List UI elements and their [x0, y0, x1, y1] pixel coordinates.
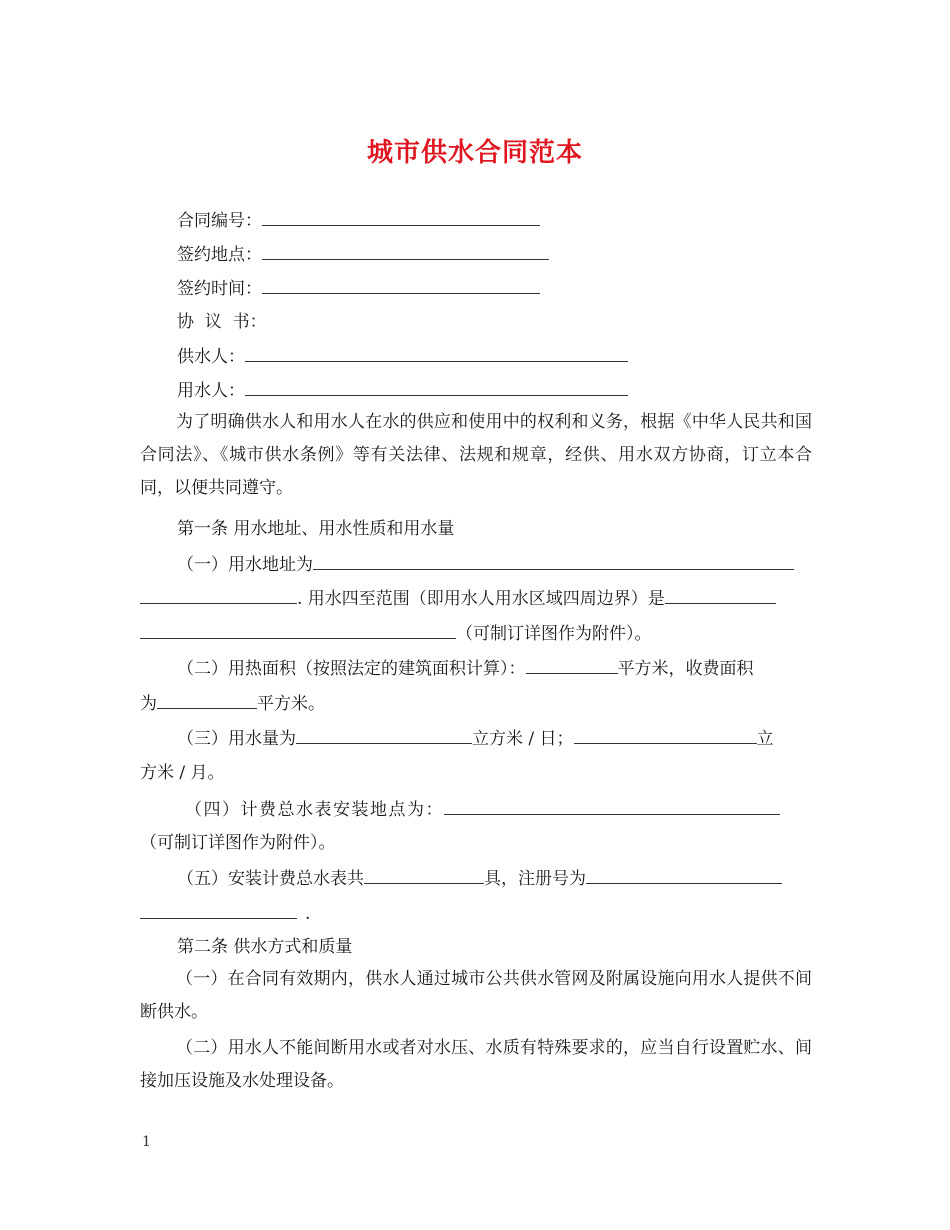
- heating-area-label: （二）用热面积（按照法定的建筑面积计算）：: [177, 659, 526, 679]
- article1-heading: 第一条 用水地址、用水性质和用水量: [177, 519, 455, 539]
- user-field: [177, 379, 628, 402]
- heating-area-blank: [526, 657, 618, 674]
- article1-item2-line1: [177, 657, 754, 680]
- daily-volume-blank: [296, 727, 472, 744]
- intro-paragraph: 为了明确供水人和用水人在水的供应和使用中的权利和义务，根据《中华人民共和国合同法》、《城市供水条例》等有关法律、法规和规章，经供、用水双方协商，订立本合同，以便共同遵守。: [140, 412, 812, 498]
- article1-item2-line2: [140, 692, 325, 715]
- article2-heading: 第二条 供水方式和质量: [177, 937, 353, 957]
- signing-time-field: [177, 277, 540, 300]
- water-range-blank: [665, 587, 776, 604]
- monthly-volume-blank: [574, 727, 757, 744]
- article1-item3-line2: 方米 / 月。: [140, 763, 225, 783]
- supplier-blank: [245, 345, 628, 362]
- signing-place-label: 签约地点：: [177, 245, 262, 265]
- signing-time-label: 签约时间：: [177, 279, 262, 299]
- monthly-volume-unit-start: 立: [756, 729, 774, 749]
- registration-number-blank: [586, 867, 782, 884]
- charge-area-blank: [157, 692, 257, 709]
- article2-item1: （一）在合同有效期内，供水人通过城市公共供水管网及附属设施向用水人提供不间断供水。: [140, 969, 812, 1022]
- page-title: 城市供水合同范本: [366, 138, 583, 168]
- contract-number-blank: [262, 209, 540, 226]
- article1-item1-line3: [140, 622, 652, 645]
- water-range-blank-cont: [140, 622, 456, 639]
- registration-number-label: 具，注册号为: [484, 869, 586, 889]
- water-address-label: （一）用水地址为: [177, 555, 313, 575]
- article1-item3-line1: [177, 727, 774, 750]
- article2-item2: （二）用水人不能间断用水或者对水压、水质有特殊要求的，应当自行设置贮水、间接加压设施及水处理设备。: [140, 1038, 812, 1091]
- water-address-blank: [313, 553, 794, 570]
- meter-count-blank: [364, 867, 484, 884]
- agreement-label-line: [177, 311, 267, 333]
- water-volume-label: （三）用水量为: [177, 729, 296, 749]
- meter-location-blank: [444, 798, 780, 815]
- user-blank: [245, 379, 628, 396]
- agreement-label: 协 议 书：: [177, 312, 267, 332]
- daily-volume-unit: 立方米 / 日；: [472, 729, 574, 749]
- contract-number-label: 合同编号：: [177, 211, 262, 231]
- charge-area-label: 平方米，收费面积: [617, 659, 754, 679]
- charge-area-prefix: 为: [140, 694, 157, 714]
- contract-number-field: [177, 209, 540, 232]
- signing-place-field: [177, 243, 549, 266]
- water-range-label: . 用水四至范围（即用水人用水区域四周边界）是: [297, 589, 665, 609]
- article1-item5-line2: [140, 902, 310, 925]
- user-label: 用水人：: [177, 381, 245, 401]
- signing-place-blank: [262, 243, 549, 260]
- article1-item1-line1: [177, 553, 794, 576]
- charge-area-unit: 平方米。: [257, 694, 325, 714]
- article1-item5-line1: [177, 867, 782, 890]
- meter-count-label: （五）安装计费总水表共: [177, 869, 364, 889]
- article1-item4-line2: （可制订详图作为附件）。: [140, 833, 336, 853]
- supplier-label: 供水人：: [177, 347, 245, 367]
- water-range-note: （可制订详图作为附件）。: [456, 624, 652, 644]
- registration-number-end: .: [305, 904, 311, 924]
- article1-item1-line2: [140, 587, 776, 610]
- signing-time-blank: [262, 277, 540, 294]
- registration-number-blank-cont: [140, 902, 297, 919]
- meter-location-label: （四）计费总水表安装地点为：: [185, 800, 444, 820]
- water-address-blank-cont: [140, 587, 297, 604]
- page-number: 1: [142, 1134, 151, 1150]
- article1-item4-line1: [185, 798, 780, 821]
- supplier-field: [177, 345, 628, 368]
